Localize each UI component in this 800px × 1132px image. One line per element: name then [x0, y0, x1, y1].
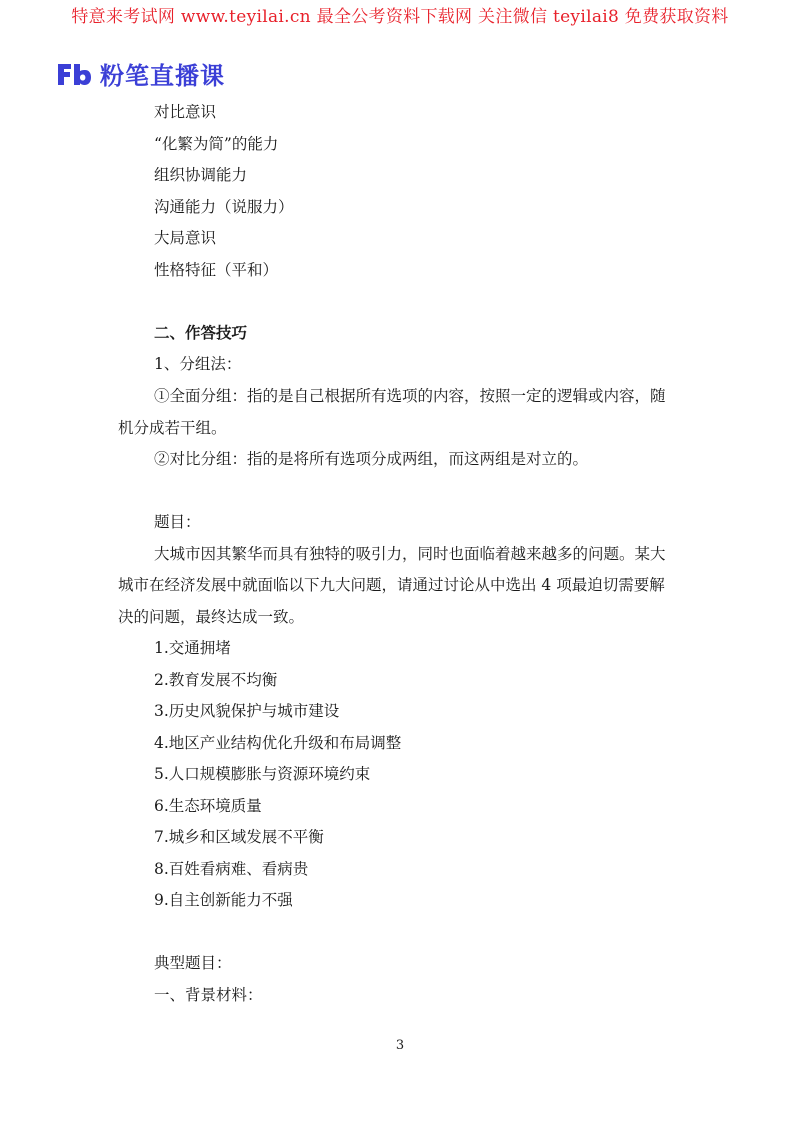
brand-name: 粉笔直播课 [100, 62, 225, 90]
issue-item: 7.城乡和区域发展不平衡 [154, 828, 324, 846]
issue-item: 3.历史风貌保护与城市建设 [154, 702, 340, 720]
list-item: 性格特征（平和） [154, 261, 279, 279]
paragraph-line: 大城市因其繁华而具有独特的吸引力，同时也面临着越来越多的问题。某大 [154, 545, 666, 563]
question-label: 题目： [154, 513, 201, 531]
list-item: 对比意识 [154, 103, 217, 121]
list-item: 组织协调能力 [154, 166, 248, 184]
paragraph-line: 城市在经济发展中就面临以下九大问题，请通过讨论从中选出 4 项最迫切需要解 [118, 576, 665, 594]
fb-logo-icon [56, 61, 92, 87]
paragraph-line: 机分成若干组。 [118, 419, 227, 437]
paragraph-line: 决的问题，最终达成一致。 [118, 608, 305, 626]
issue-item: 4.地区产业结构优化升级和布局调整 [154, 734, 402, 752]
paragraph-line: ①全面分组：指的是自己根据所有选项的内容，按照一定的逻辑或内容，随 [154, 387, 666, 405]
background-label: 一、背景材料： [154, 986, 263, 1004]
issue-item: 5.人口规模膨胀与资源环境约束 [154, 765, 371, 783]
issue-item: 2.教育发展不均衡 [154, 671, 278, 689]
page-number: 3 [395, 1038, 405, 1053]
list-item: 沟通能力（说服力） [154, 198, 294, 216]
brand-logo [56, 56, 225, 91]
list-item: “化繁为简”的能力 [154, 135, 279, 153]
list-item: 大局意识 [154, 229, 217, 247]
paragraph-line: ②对比分组：指的是将所有选项分成两组，而这两组是对立的。 [154, 450, 589, 468]
watermark-banner: 特意来考试网 www.teyilai.cn 最全公考资料下载网 关注微信 teyilai8 免费获取资料 [71, 7, 729, 27]
issue-item: 9.自主创新能力不强 [154, 891, 293, 909]
typical-label: 典型题目： [154, 954, 232, 972]
issue-item: 6.生态环境质量 [154, 797, 262, 815]
issue-item: 8.百姓看病难、看病贵 [154, 860, 309, 878]
issue-item: 1.交通拥堵 [154, 639, 231, 657]
method-title: 1、分组法： [154, 355, 242, 373]
section-heading: 二、作答技巧 [154, 323, 248, 342]
